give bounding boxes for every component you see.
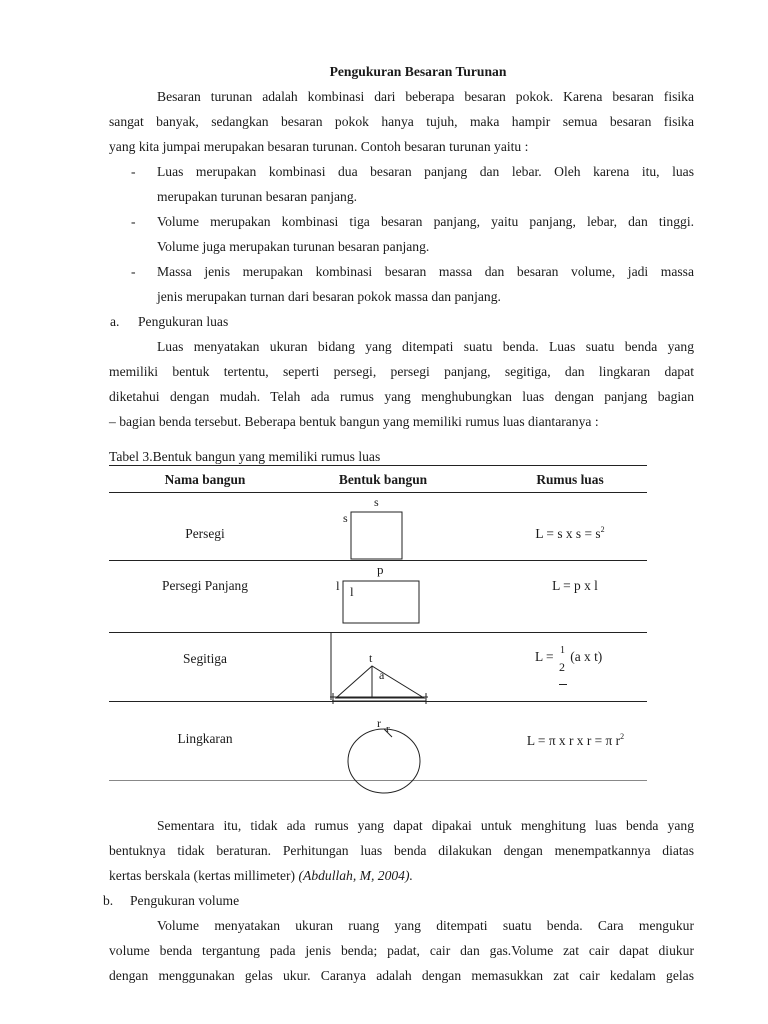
bullet-dash: - xyxy=(131,164,136,179)
square-label-top: s xyxy=(374,495,379,509)
luas-line-4: – bagian benda tersebut. Beberapa bentuk bangun yang memiliki rumus luas diantaranya : xyxy=(109,414,599,429)
volume-line-1: Volume menyatakan ukuran ruang yang ditempati suatu benda. Cara mengukur xyxy=(157,918,694,933)
table-header-shape: Bentuk bangun xyxy=(338,472,428,487)
circle-label-r: r xyxy=(377,716,381,730)
triangle-label-a: a xyxy=(379,668,385,682)
intro-line-3: yang kita jumpai merupakan besaran turunan. Contoh besaran turunan yaitu : xyxy=(109,139,529,154)
table-header-name: Nama bangun xyxy=(164,472,246,487)
bullet-dash: - xyxy=(131,214,136,229)
row-formula-segitiga: L = (a x t) xyxy=(535,649,603,664)
fraction-denominator: 2 xyxy=(559,660,565,674)
after-table-line-2: bentuknya tidak beraturan. Perhitungan luas benda dilakukan dengan menempatkannya diatas xyxy=(109,843,694,858)
after-table-line-3: kertas berskala (kertas millimeter) (Abdullah, M, 2004). xyxy=(109,868,413,883)
luas-line-1: Luas menyatakan ukuran bidang yang ditempati suatu benda. Luas suatu benda yang xyxy=(157,339,694,354)
rect-label-top: p xyxy=(377,562,384,577)
rect-label-inner: l xyxy=(350,584,354,599)
row-name-persegi-panjang: Persegi Panjang xyxy=(162,578,248,593)
row-name-persegi: Persegi xyxy=(185,526,225,541)
citation: (Abdullah, M, 2004). xyxy=(298,868,413,883)
square-shape xyxy=(351,512,402,559)
after-table-line-1: Sementara itu, tidak ada rumus yang dapat dipakai untuk menghitung luas benda yang xyxy=(157,818,694,833)
fraction-numerator: 1 xyxy=(560,645,565,656)
square-label-side: s xyxy=(343,511,348,525)
row-formula-lingkaran: L = π x r x r = π $r^2$ xyxy=(526,732,625,748)
bullet-1-line-1: Luas merupakan kombinasi dua besaran panjang dan lebar. Oleh karena itu, luas xyxy=(157,164,694,179)
row-formula-persegi: L = s x $s = s^2$ xyxy=(535,525,605,541)
triangle-label-t: t xyxy=(369,651,373,665)
circle-label-r-radius: r xyxy=(386,723,390,735)
section-b-heading: Pengukuran volume xyxy=(130,893,240,908)
table-caption: Tabel 3.Bentuk bangun yang memiliki rumus luas xyxy=(109,449,381,464)
volume-line-3: dengan menggunakan gelas ukur. Caranya adalah dengan memasukkan zat cair kedalam gelas xyxy=(109,968,694,983)
row-formula-persegi-panjang: L = p x l xyxy=(552,578,598,593)
bullet-2-line-1: Volume merupakan kombinasi tiga besaran panjang, yaitu panjang, lebar, dan tinggi. xyxy=(157,214,694,229)
bullet-3-line-2: jenis merupakan turnan dari besaran pokok massa dan panjang. xyxy=(157,289,501,304)
rectangle-shape xyxy=(343,581,419,623)
bullet-2-line-2: Volume juga merupakan turunan besaran panjang. xyxy=(157,239,430,254)
page-title: Pengukuran Besaran Turunan xyxy=(329,64,507,79)
section-a-marker: a. xyxy=(110,314,120,329)
bullet-3-line-1: Massa jenis merupakan kombinasi besaran massa dan besaran volume, jadi massa xyxy=(157,264,694,279)
luas-line-2: memiliki bentuk tertentu, seperti persegi, persegi panjang, segitiga, dan lingkaran dapat xyxy=(109,364,694,379)
bullet-dash: - xyxy=(131,264,136,279)
section-a-heading: Pengukuran luas xyxy=(138,314,229,329)
row-name-lingkaran: Lingkaran xyxy=(177,731,233,746)
circle-shape xyxy=(348,729,420,793)
intro-line-1: Besaran turunan adalah kombinasi dari beberapa besaran pokok. Karena besaran fisika xyxy=(157,89,694,104)
rect-label-side: l xyxy=(336,578,340,593)
bullet-1-line-2: merupakan turunan besaran panjang. xyxy=(157,189,358,204)
volume-line-2: volume benda tergantung pada jenis benda; padat, cair dan gas.Volume zat cair dapat diukur xyxy=(109,943,694,958)
row-name-segitiga: Segitiga xyxy=(183,651,227,666)
section-b-marker: b. xyxy=(103,893,114,908)
intro-line-2: sangat banyak, sedangkan besaran pokok hanya tujuh, maka hampir semua besaran fisika xyxy=(109,114,694,129)
table-header-formula: Rumus luas xyxy=(536,472,604,487)
luas-line-3: diketahui dengan mudah. Telah ada rumus yang menghubungkan luas dengan panjang bagian xyxy=(109,389,694,404)
